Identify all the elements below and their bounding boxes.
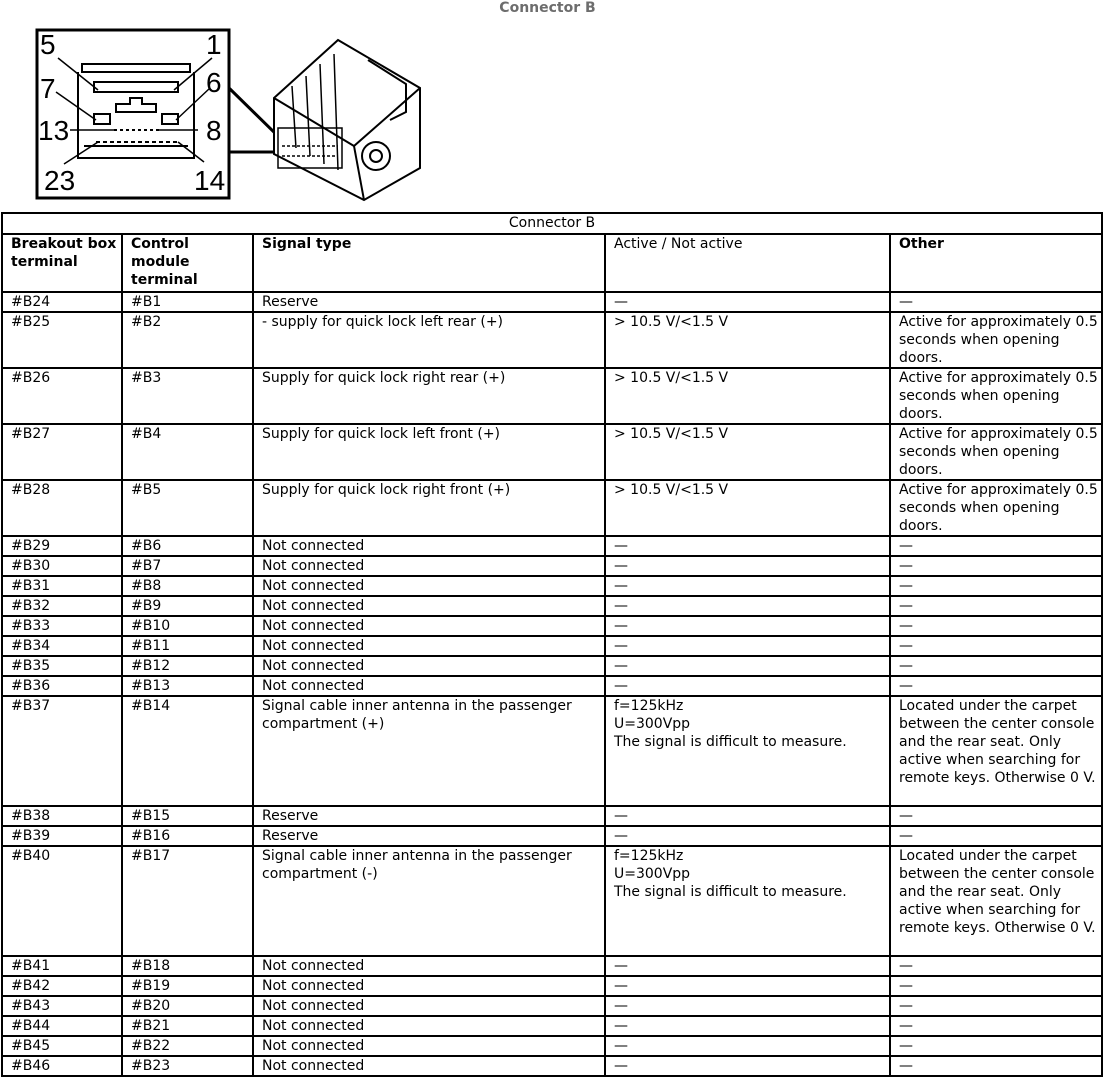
header-breakout-box-terminal: Breakout box terminal — [2, 234, 122, 292]
header-control-module-terminal: Control module terminal — [122, 234, 253, 292]
cell-other: — — [890, 616, 1102, 636]
cell-breakout-terminal: #B39 — [2, 826, 122, 846]
cell-other: Located under the carpet between the center console and the rear seat. Only active when searching for remote keys. Otherwise 0 V. — [890, 696, 1102, 806]
cell-active: — — [605, 636, 890, 656]
cell-active: — — [605, 1036, 890, 1056]
cell-control-terminal: #B23 — [122, 1056, 253, 1076]
cell-control-terminal: #B17 — [122, 846, 253, 956]
cell-control-terminal: #B3 — [122, 368, 253, 424]
cell-active: — — [605, 1016, 890, 1036]
cell-other: — — [890, 1036, 1102, 1056]
connector-pin-table — [1, 212, 1103, 1077]
cell-breakout-terminal: #B42 — [2, 976, 122, 996]
pin-label-6: 6 — [206, 67, 222, 98]
cell-active: — — [605, 826, 890, 846]
cell-other: Active for approximately 0.5 seconds when opening doors. — [890, 312, 1102, 368]
cell-control-terminal: #B11 — [122, 636, 253, 656]
cell-other: Active for approximately 0.5 seconds when opening doors. — [890, 368, 1102, 424]
cell-breakout-terminal: #B32 — [2, 596, 122, 616]
table-row — [2, 1016, 1102, 1036]
connector-diagram — [34, 28, 434, 206]
cell-active: — — [605, 596, 890, 616]
cell-breakout-terminal: #B30 — [2, 556, 122, 576]
cell-signal-type: Not connected — [253, 1056, 605, 1076]
table-row — [2, 636, 1102, 656]
cell-other: — — [890, 656, 1102, 676]
cell-breakout-terminal: #B45 — [2, 1036, 122, 1056]
cell-control-terminal: #B14 — [122, 696, 253, 806]
cell-control-terminal: #B7 — [122, 556, 253, 576]
page-title: Connector B — [499, 0, 596, 16]
cell-signal-type: Not connected — [253, 996, 605, 1016]
cell-active: > 10.5 V/<1.5 V — [605, 480, 890, 536]
cell-other: — — [890, 806, 1102, 826]
cell-active: > 10.5 V/<1.5 V — [605, 312, 890, 368]
cell-breakout-terminal: #B31 — [2, 576, 122, 596]
cell-other: — — [890, 996, 1102, 1016]
header-active-not-active: Active / Not active — [605, 234, 890, 292]
cell-control-terminal: #B6 — [122, 536, 253, 556]
cell-active: — — [605, 976, 890, 996]
cell-breakout-terminal: #B44 — [2, 1016, 122, 1036]
cell-other: Active for approximately 0.5 seconds when opening doors. — [890, 424, 1102, 480]
cell-other: — — [890, 556, 1102, 576]
cell-signal-type: Supply for quick lock left front (+) — [253, 424, 605, 480]
cell-breakout-terminal: #B41 — [2, 956, 122, 976]
cell-control-terminal: #B5 — [122, 480, 253, 536]
cell-signal-type: Reserve — [253, 806, 605, 826]
cell-control-terminal: #B8 — [122, 576, 253, 596]
table-row — [2, 976, 1102, 996]
cell-breakout-terminal: #B40 — [2, 846, 122, 956]
table-row — [2, 596, 1102, 616]
cell-control-terminal: #B4 — [122, 424, 253, 480]
cell-control-terminal: #B9 — [122, 596, 253, 616]
table-row — [2, 656, 1102, 676]
cell-active: f=125kHz U=300Vpp The signal is difficult to measure. — [605, 846, 890, 956]
cell-active: — — [605, 292, 890, 312]
table-row — [2, 956, 1102, 976]
cell-signal-type: Reserve — [253, 292, 605, 312]
header-other: Other — [890, 234, 1102, 292]
cell-signal-type: Not connected — [253, 616, 605, 636]
cell-breakout-terminal: #B27 — [2, 424, 122, 480]
cell-other: — — [890, 536, 1102, 556]
cell-active: f=125kHz U=300Vpp The signal is difficult to measure. — [605, 696, 890, 806]
cell-active: — — [605, 956, 890, 976]
table-row — [2, 368, 1102, 424]
cell-other: — — [890, 576, 1102, 596]
cell-signal-type: Not connected — [253, 656, 605, 676]
cell-active: — — [605, 676, 890, 696]
connector-body-icon — [274, 40, 420, 200]
cell-control-terminal: #B22 — [122, 1036, 253, 1056]
table-row — [2, 616, 1102, 636]
cell-other: Active for approximately 0.5 seconds when opening doors. — [890, 480, 1102, 536]
cell-other: Located under the carpet between the center console and the rear seat. Only active when searching for remote keys. Otherwise 0 V. — [890, 846, 1102, 956]
cell-other: — — [890, 636, 1102, 656]
cell-signal-type: Not connected — [253, 976, 605, 996]
table-row — [2, 536, 1102, 556]
cell-other: — — [890, 976, 1102, 996]
cell-control-terminal: #B19 — [122, 976, 253, 996]
table-row — [2, 1036, 1102, 1056]
cell-breakout-terminal: #B43 — [2, 996, 122, 1016]
cell-signal-type: Not connected — [253, 636, 605, 656]
cell-active: > 10.5 V/<1.5 V — [605, 424, 890, 480]
cell-breakout-terminal: #B25 — [2, 312, 122, 368]
cell-active: — — [605, 1056, 890, 1076]
table-row — [2, 806, 1102, 826]
cell-signal-type: Not connected — [253, 956, 605, 976]
table-row — [2, 676, 1102, 696]
table-row — [2, 312, 1102, 368]
table-row — [2, 424, 1102, 480]
cell-signal-type: Not connected — [253, 1036, 605, 1056]
cell-active: — — [605, 656, 890, 676]
pin-label-14: 14 — [194, 165, 226, 196]
cell-control-terminal: #B13 — [122, 676, 253, 696]
table-caption: Connector B — [2, 213, 1102, 234]
table-row — [2, 696, 1102, 806]
cell-other: — — [890, 676, 1102, 696]
cell-control-terminal: #B20 — [122, 996, 253, 1016]
cell-signal-type: Supply for quick lock right rear (+) — [253, 368, 605, 424]
face-to-body-link — [229, 88, 280, 152]
cell-control-terminal: #B12 — [122, 656, 253, 676]
cell-other: — — [890, 826, 1102, 846]
cell-signal-type: Not connected — [253, 556, 605, 576]
cell-other: — — [890, 292, 1102, 312]
cell-control-terminal: #B16 — [122, 826, 253, 846]
cell-signal-type: Not connected — [253, 596, 605, 616]
pin-label-13: 13 — [38, 115, 70, 146]
cell-control-terminal: #B2 — [122, 312, 253, 368]
cell-signal-type: Reserve — [253, 826, 605, 846]
cell-signal-type: Not connected — [253, 576, 605, 596]
cell-active: — — [605, 576, 890, 596]
cell-breakout-terminal: #B34 — [2, 636, 122, 656]
cell-active: > 10.5 V/<1.5 V — [605, 368, 890, 424]
cell-control-terminal: #B10 — [122, 616, 253, 636]
cell-other: — — [890, 596, 1102, 616]
table-row — [2, 556, 1102, 576]
cell-control-terminal: #B21 — [122, 1016, 253, 1036]
cell-active: — — [605, 616, 890, 636]
cell-signal-type: - supply for quick lock left rear (+) — [253, 312, 605, 368]
cell-other: — — [890, 956, 1102, 976]
cell-signal-type: Not connected — [253, 676, 605, 696]
cell-breakout-terminal: #B36 — [2, 676, 122, 696]
table-row — [2, 576, 1102, 596]
cell-breakout-terminal: #B46 — [2, 1056, 122, 1076]
cell-breakout-terminal: #B37 — [2, 696, 122, 806]
cell-breakout-terminal: #B35 — [2, 656, 122, 676]
cell-other: — — [890, 1016, 1102, 1036]
table-row — [2, 480, 1102, 536]
cell-other: — — [890, 1056, 1102, 1076]
cell-breakout-terminal: #B38 — [2, 806, 122, 826]
cell-active: — — [605, 556, 890, 576]
cell-control-terminal: #B15 — [122, 806, 253, 826]
cell-active: — — [605, 806, 890, 826]
cell-breakout-terminal: #B28 — [2, 480, 122, 536]
header-signal-type: Signal type — [253, 234, 605, 292]
cell-signal-type: Not connected — [253, 536, 605, 556]
pin-label-1: 1 — [206, 29, 222, 60]
cell-active: — — [605, 536, 890, 556]
table-row — [2, 826, 1102, 846]
table-row — [2, 292, 1102, 312]
table-row — [2, 1056, 1102, 1076]
pin-label-7: 7 — [40, 73, 56, 104]
cell-signal-type: Signal cable inner antenna in the passenger compartment (+) — [253, 696, 605, 806]
table-row — [2, 846, 1102, 956]
cell-signal-type: Signal cable inner antenna in the passenger compartment (-) — [253, 846, 605, 956]
cell-breakout-terminal: #B33 — [2, 616, 122, 636]
cell-active: — — [605, 996, 890, 1016]
table-row — [2, 996, 1102, 1016]
cell-control-terminal: #B1 — [122, 292, 253, 312]
cell-breakout-terminal: #B26 — [2, 368, 122, 424]
cell-signal-type: Supply for quick lock right front (+) — [253, 480, 605, 536]
pin-label-8: 8 — [206, 115, 222, 146]
cell-breakout-terminal: #B29 — [2, 536, 122, 556]
cell-control-terminal: #B18 — [122, 956, 253, 976]
pin-label-5: 5 — [40, 29, 56, 60]
cell-signal-type: Not connected — [253, 1016, 605, 1036]
cell-breakout-terminal: #B24 — [2, 292, 122, 312]
pin-label-23: 23 — [44, 165, 76, 196]
